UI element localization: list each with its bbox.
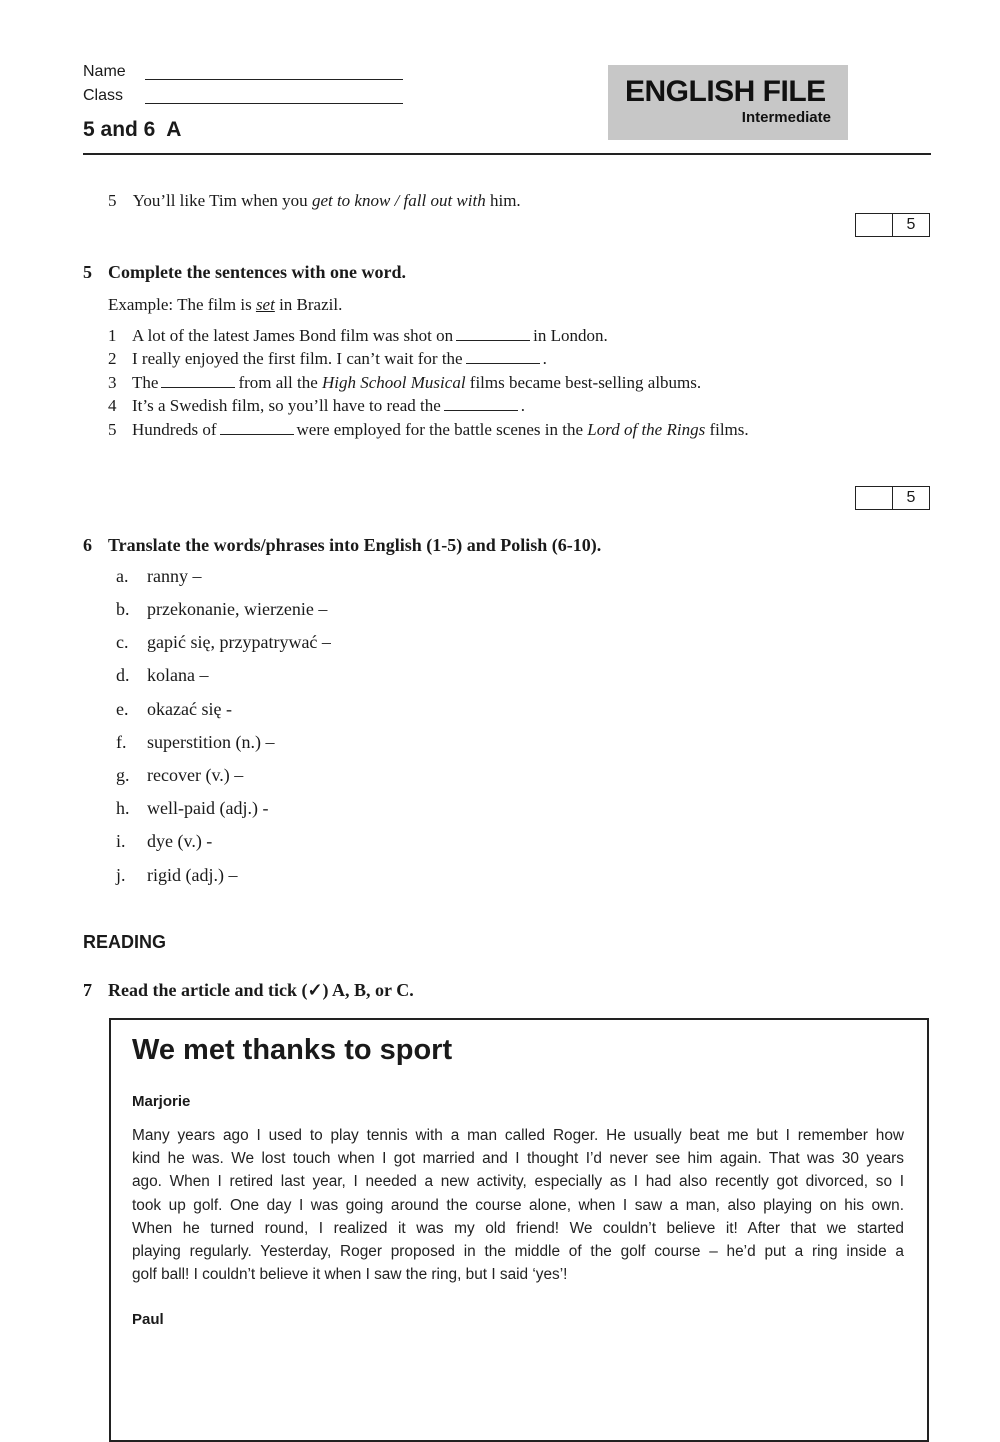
answer-blank[interactable] (456, 326, 530, 341)
item-letter: e. (116, 699, 129, 719)
q4-item-end: him. (485, 191, 521, 210)
item-letter: f. (116, 732, 127, 752)
q4-item-text: You’ll like Tim when you (132, 191, 312, 210)
person-name-marjorie: Marjorie (132, 1093, 191, 1110)
name-label: Name (83, 63, 126, 80)
answer-blank[interactable] (444, 396, 518, 411)
item-text-end: . (520, 396, 526, 415)
item-italic: Lord of the Rings (587, 420, 706, 439)
item-letter: d. (116, 665, 130, 685)
item-text: I really enjoyed the first film. I can’t wait for the (132, 349, 463, 368)
item-number: 2 (108, 349, 117, 368)
paragraph-line: golf ball! I couldn’t believe it when I saw the ring, but I said ‘yes’! (132, 1266, 568, 1284)
logo-main-text: ENGLISH FILE (625, 75, 826, 108)
answer-blank[interactable] (161, 373, 235, 388)
item-number: 4 (108, 396, 117, 415)
unit-title: 5 and 6 A (83, 118, 182, 141)
paragraph-line: took up golf. One day I was going around the course alone, when I saw a man, also playing on his own. (132, 1196, 904, 1214)
paragraph-line: Many years ago I used to play tennis with a man called Roger. He usually beat me but I remember how (132, 1127, 904, 1144)
score-input[interactable] (856, 487, 893, 509)
item-letter: i. (116, 831, 126, 851)
english-file-logo (608, 65, 848, 140)
q7-number: 7 (83, 980, 92, 1000)
item-text: It’s a Swedish film, so you’ll have to read the (132, 396, 441, 415)
item-letter: g. (116, 765, 130, 785)
article-box (109, 1018, 929, 1442)
item-text: Hundreds of (132, 420, 217, 439)
paragraph-line: ago. When I retired last year, I needed a new activity, especially as I had also recently got divorced, so I (132, 1173, 904, 1191)
example-text: Example: The film is (108, 295, 256, 314)
paragraph-line: playing regularly. Yesterday, Roger proposed in the middle of the golf course – he’d put a ring inside a (132, 1243, 904, 1261)
person-name-paul: Paul (132, 1311, 164, 1328)
item-text-mid: from all the (238, 373, 318, 392)
q7-heading: Read the article and tick (✓) A, B, or C. (108, 980, 414, 1000)
q4-item-options: get to know / fall out with (311, 191, 486, 210)
q6-heading: Translate the words/phrases into English (1-5) and Polish (6-10). (108, 535, 602, 555)
item-text: well-paid (adj.) - (147, 798, 269, 818)
item-letter: b. (116, 599, 130, 619)
paragraph-line: When he turned round, I realized it was my old friend! We couldn’t believe it! After that we started (132, 1219, 904, 1237)
item-text: A lot of the latest James Bond film was shot on (132, 326, 454, 345)
name-field[interactable] (145, 79, 403, 80)
item-text: kolana – (147, 665, 209, 685)
q4-item-num: 5 (108, 191, 117, 210)
example-end: in Brazil. (274, 295, 343, 314)
article-title: We met thanks to sport (132, 1034, 453, 1066)
item-text: dye (v.) - (147, 831, 213, 851)
item-text: rigid (adj.) – (147, 865, 238, 885)
paragraph-line: kind he was. We lost touch when I got married and I thought I’d never see him again. That was 30 years (132, 1150, 904, 1168)
class-label: Class (83, 87, 124, 104)
example-word: set (255, 295, 275, 314)
item-number: 1 (108, 326, 117, 345)
answer-blank[interactable] (220, 420, 294, 435)
item-text: ranny – (147, 566, 202, 586)
class-field[interactable] (145, 103, 403, 104)
reading-section-title: READING (83, 932, 167, 952)
item-italic: High School Musical (322, 373, 466, 392)
q4-item-5 (108, 191, 908, 211)
answer-blank[interactable] (466, 349, 540, 364)
logo-sub-text: Intermediate (741, 109, 831, 126)
item-text-end: films became best-selling albums. (465, 373, 702, 392)
item-text: superstition (n.) – (147, 732, 275, 752)
item-text-end: films. (705, 420, 749, 439)
item-text-end: in London. (533, 326, 608, 345)
q5-heading: Complete the sentences with one word. (108, 262, 406, 282)
score-total: 5 (906, 216, 916, 233)
q5-example (108, 295, 342, 315)
q5-number: 5 (83, 262, 92, 282)
item-text-mid: were employed for the battle scenes in the (296, 420, 584, 439)
score-total: 5 (906, 489, 916, 506)
item-text: gapić się, przypatrywać – (147, 632, 331, 652)
article-paragraph (132, 1124, 904, 1286)
item-letter: j. (116, 865, 126, 885)
item-number: 3 (108, 373, 117, 392)
item-text: przekonanie, wierzenie – (147, 599, 328, 619)
item-letter: c. (116, 632, 129, 652)
item-letter: h. (116, 798, 130, 818)
item-text-end: . (542, 349, 547, 368)
q6-number: 6 (83, 535, 92, 555)
item-number: 5 (108, 420, 117, 439)
score-box-q5 (855, 486, 930, 510)
item-text: okazać się - (147, 699, 232, 719)
item-text: The (132, 373, 159, 392)
score-box-q4 (855, 213, 930, 237)
item-text: recover (v.) – (147, 765, 244, 785)
score-input[interactable] (856, 214, 893, 236)
header-rule (83, 153, 931, 155)
item-letter: a. (116, 566, 129, 586)
